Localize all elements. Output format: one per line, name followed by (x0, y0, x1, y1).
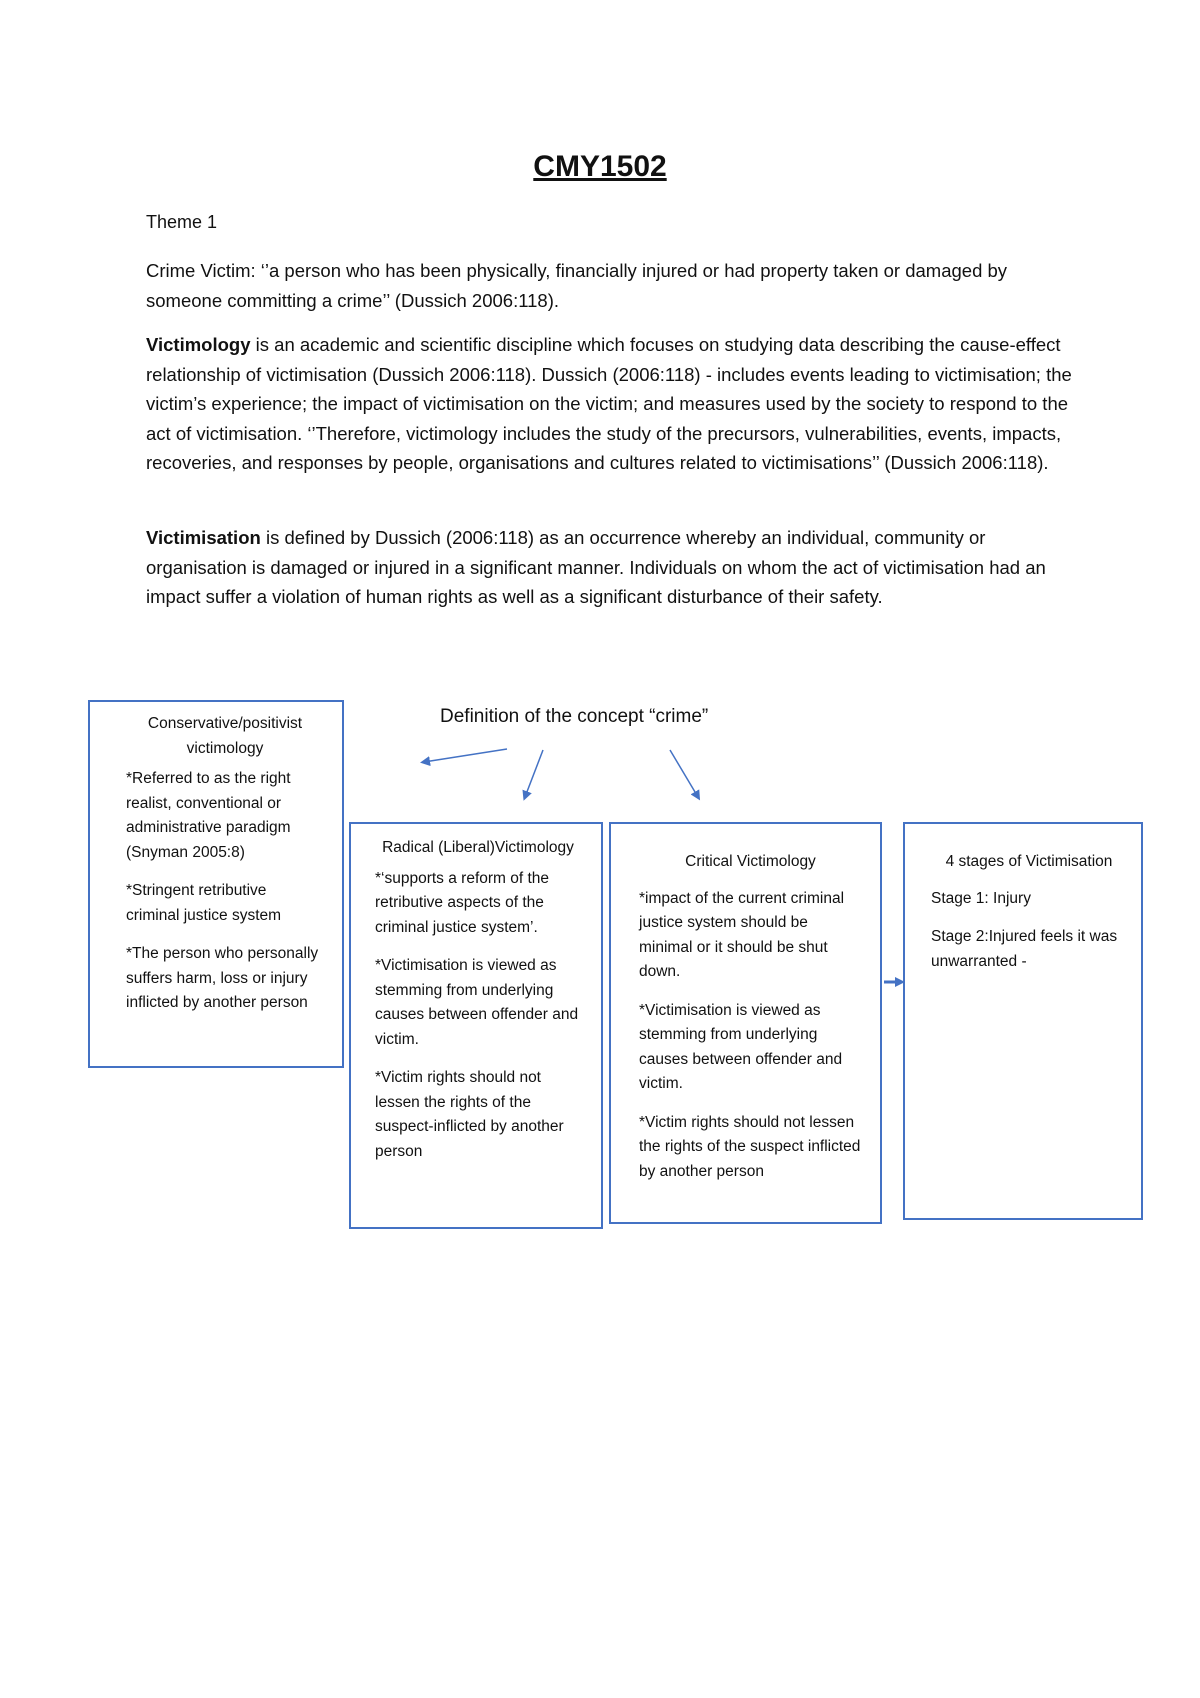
victimology-definition: is an academic and scientific discipline which focuses on studying data describing the cause-effect relationship of victimisation (Dussich 2006:118). Dussich (2006:118) - includes events leading to victimisation; the victim’s experience; the impact of victimisation on the victim; and measures used by the society to respond to the act of victimisation. ‘’Therefore, victimology includes the study of the precursors, vulnerabilities, events, impacts, recoveries, and responses by people, organisations and cultures related to victimisations’’ (Dussich 2006:118). (146, 334, 1072, 473)
arrow-down-left-icon (525, 750, 543, 797)
box-point: *Referred to as the right realist, conventional or administrative paradigm (Snyman 2005:8) (126, 770, 291, 861)
box-point: *Victimisation is viewed as stemming from underlying causes between offender and victim. (375, 957, 579, 1048)
conservative-victimology-box (88, 700, 344, 1068)
box-point: *Stringent retributive criminal justice system (126, 882, 282, 924)
arrow-left-icon (424, 749, 507, 762)
victimology-term: Victimology (146, 334, 251, 355)
radical-victimology-box (349, 822, 603, 1229)
box-point: Stage 1: Injury (931, 889, 1031, 907)
theme-label: Theme 1 (146, 212, 218, 232)
box-point: *Victim rights should not lessen the rights of the suspect inflicted by another person (639, 1113, 861, 1180)
critical-victimology-box (609, 822, 882, 1224)
box-point: *‘supports a reform of the retributive aspects of the criminal justice system’. (375, 869, 550, 936)
stages-of-victimisation-box (903, 822, 1143, 1220)
crime-victim-paragraph: Crime Victim: ‘’a person who has been physically, financially injured or had property taken or damaged by someone committing a crime’’ (Dussich 2006:118). (146, 260, 1008, 311)
arrow-down-right-icon (670, 750, 698, 797)
box-point: *impact of the current criminal justice system should be minimal or it should be shut down. (639, 889, 845, 980)
victimology-paragraph (146, 330, 1076, 478)
victimisation-term: Victimisation (146, 527, 261, 548)
victimisation-paragraph (146, 523, 1076, 612)
box-point: *Victim rights should not lessen the rights of the suspect-inflicted by another person (375, 1069, 564, 1160)
victimisation-definition: is defined by Dussich (2006:118) as an occurrence whereby an individual, community or organisation is damaged or injured in a significant manner. Individuals on whom the act of victimisation had an impact suffer a violation of human rights as well as a significant disturbance of their safety. (146, 527, 1046, 607)
box-heading: 4 stages of Victimisation (945, 853, 1113, 870)
box-point: *Victimisation is viewed as stemming from underlying causes between offender and victim. (639, 1001, 843, 1092)
box-point: *The person who personally suffers harm, loss or injury inflicted by another person (126, 945, 319, 1011)
document-title: CMY1502 (533, 150, 667, 183)
box-heading: Critical Victimology (685, 853, 816, 870)
box-heading: Conservative/positivist victimology (147, 715, 303, 757)
definition-concept-label: Definition of the concept “crime” (440, 706, 709, 727)
box-point: Stage 2:Injured feels it was unwarranted - (931, 928, 1118, 970)
box-heading: Radical (Liberal)Victimology (382, 839, 574, 856)
